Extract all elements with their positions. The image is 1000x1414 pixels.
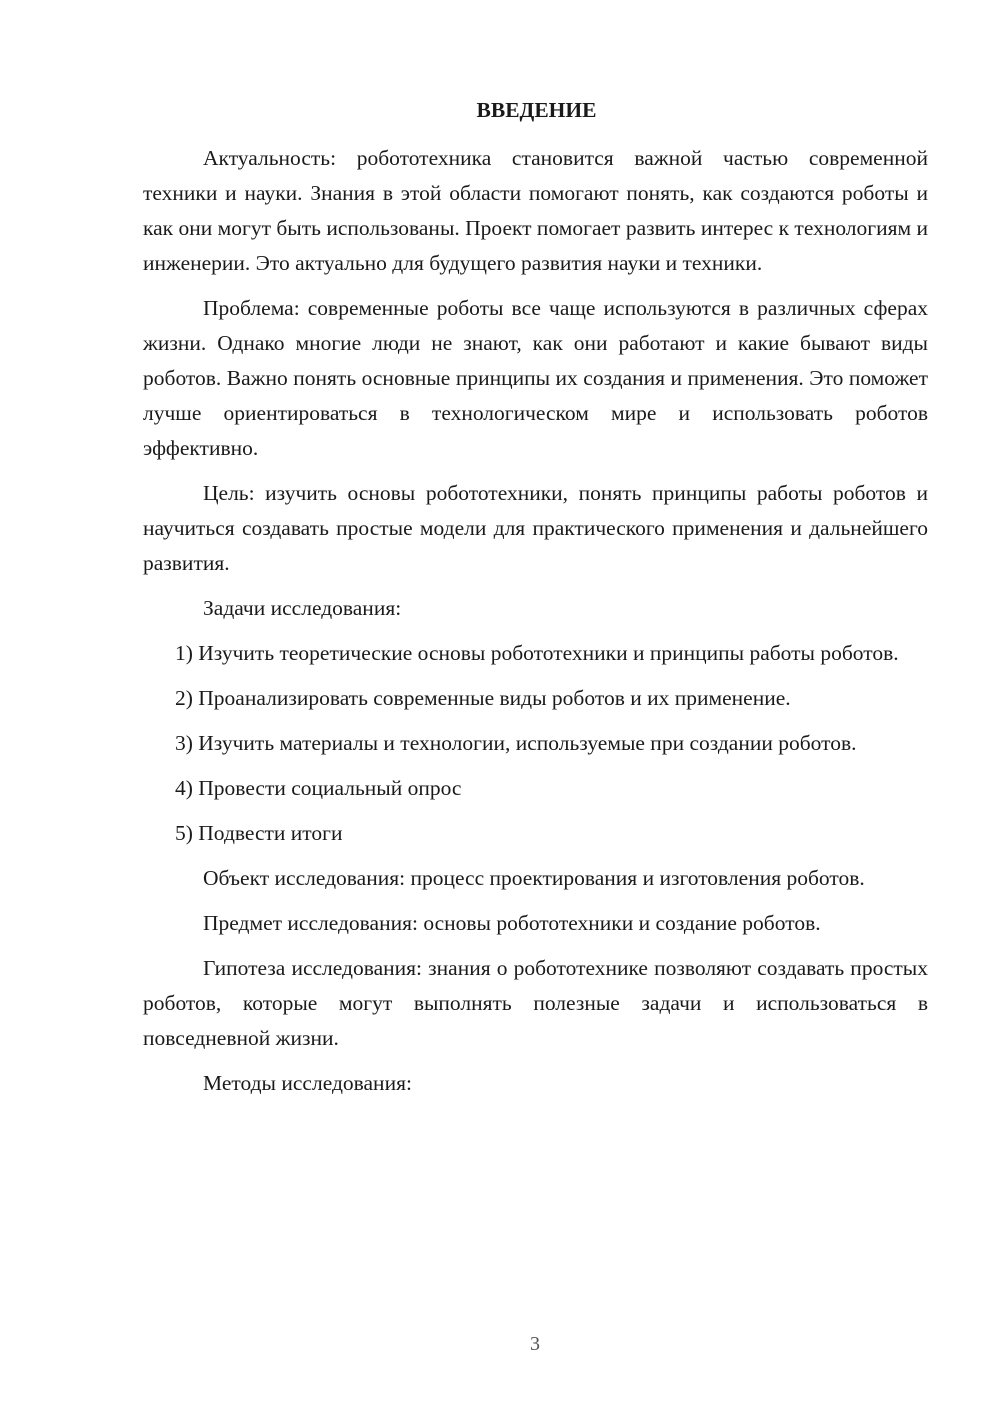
paragraph-object: Объект исследования: процесс проектирования и изготовления роботов. <box>203 866 865 890</box>
list-item-task-4: 4) Провести социальный опрос <box>175 776 462 800</box>
paragraph-tasks-heading: Задачи исследования: <box>203 596 402 620</box>
paragraph-problem: Проблема: современные роботы все чаще используются в различных сферах жизни. Однако многие люди не знают, как они работают и какие бывают виды роботов. Важно понять основные принципы их создания и применения. Это поможет лучше ориентироваться в технологическом мире и использовать роботов эффективно. <box>143 296 928 460</box>
list-item-task-1: 1) Изучить теоретические основы робототехники и принципы работы роботов. <box>175 641 899 665</box>
paragraph-hypothesis: Гипотеза исследования: знания о робототехнике позволяют создавать простых роботов, которые могут выполнять полезные задачи и использоваться в повседневной жизни. <box>143 956 928 1050</box>
paragraph-relevance: Актуальность: робототехника становится важной частью современной техники и науки. Знания в этой области помогают понять, как создаются роботы и как они могут быть использованы. Проект помогает развить интерес к технологиям и инженерии. Это актуально для будущего развития науки и техники. <box>143 146 928 275</box>
paragraph-goal: Цель: изучить основы робототехники, понять принципы работы роботов и научиться создавать простые модели для практического применения и дальнейшего развития. <box>143 481 928 575</box>
paragraph-methods: Методы исследования: <box>203 1071 412 1095</box>
list-item-task-2: 2) Проанализировать современные виды роботов и их применение. <box>175 686 791 710</box>
section-heading: ВВЕДЕНИЕ <box>476 98 597 122</box>
paragraph-subject: Предмет исследования: основы робототехники и создание роботов. <box>203 911 821 935</box>
document-page <box>143 95 928 1111</box>
list-item-task-3: 3) Изучить материалы и технологии, используемые при создании роботов. <box>175 731 857 755</box>
page-number: 3 <box>530 1333 540 1355</box>
list-item-task-5: 5) Подвести итоги <box>175 821 343 845</box>
